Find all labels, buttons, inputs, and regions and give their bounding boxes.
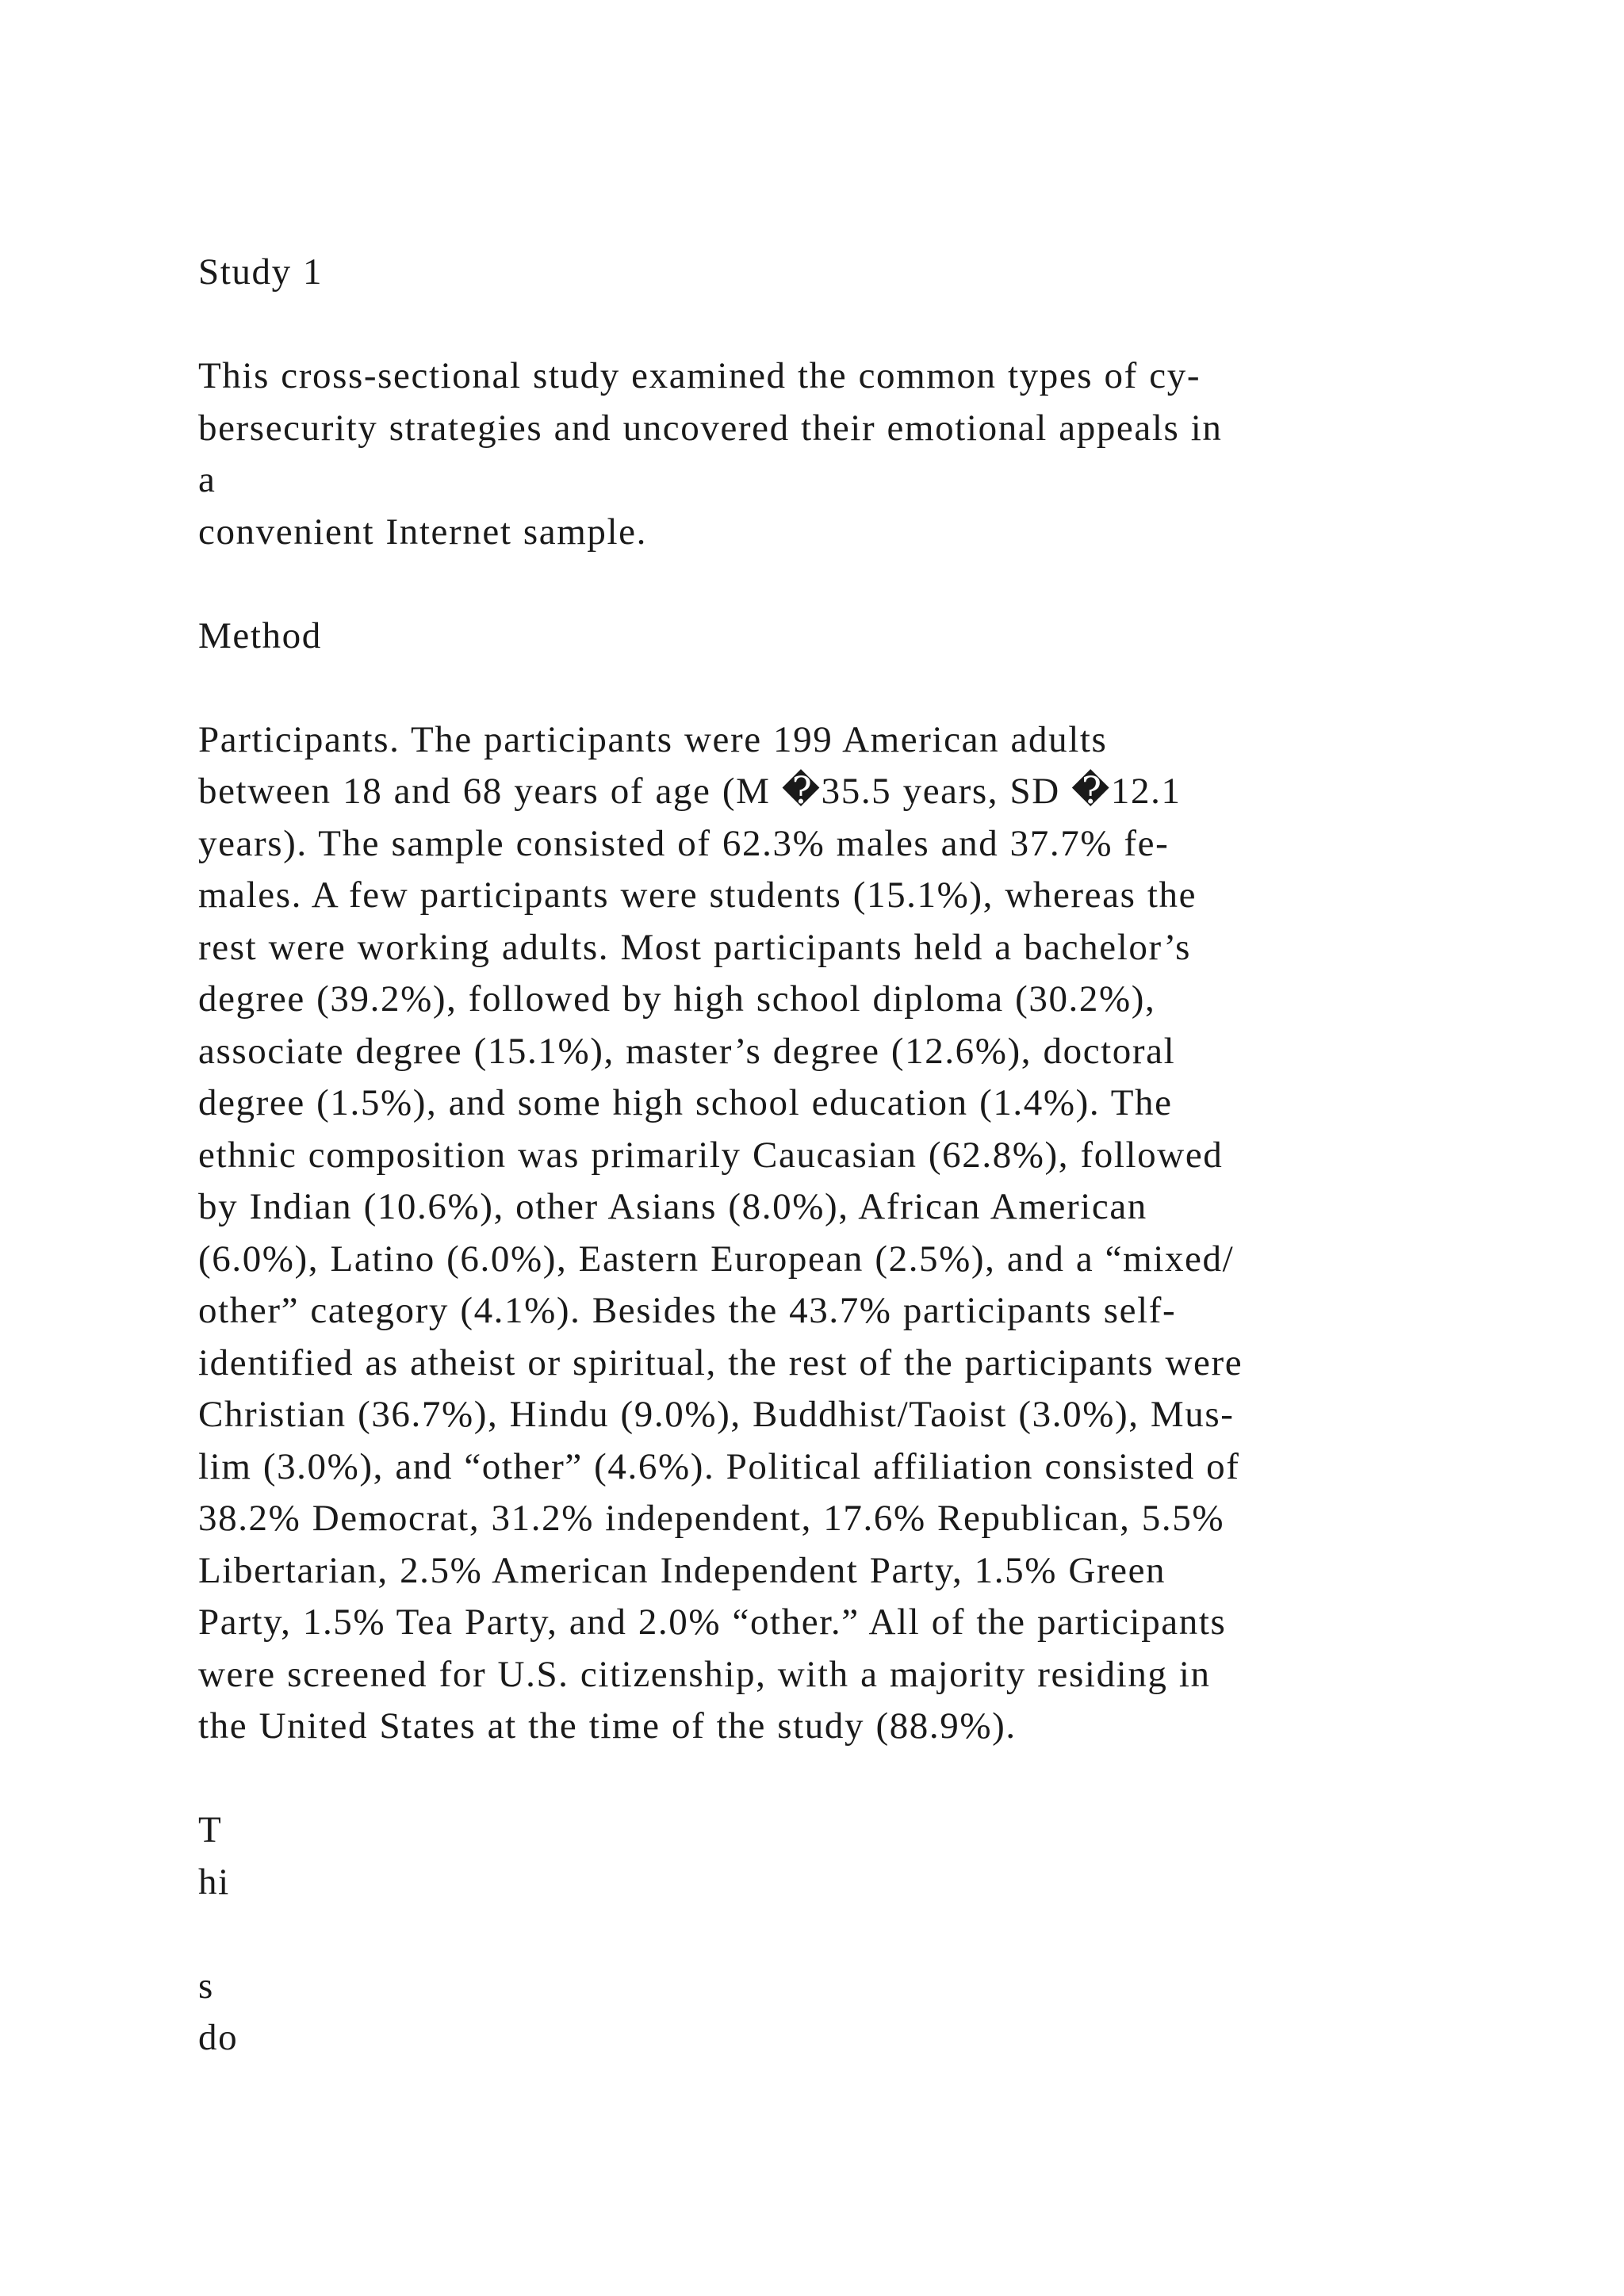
blank-line: [198, 558, 1546, 610]
fragment-block-b: [198, 1961, 1546, 2064]
participants-line: other” category (4.1%). Besides the 43.7% participants self-: [198, 1290, 1177, 1331]
participants-line: between 18 and 68 years of age (M �35.5 years, SD �12.1: [198, 771, 1182, 812]
fragment-line: hi: [198, 1861, 230, 1903]
participants-line: ethnic composition was primarily Caucasian (62.8%), followed: [198, 1134, 1224, 1176]
section-title-method: Method: [198, 614, 322, 656]
fragment-line: T: [198, 1809, 223, 1850]
participants-line: degree (39.2%), followed by high school diploma (30.2%),: [198, 978, 1156, 1020]
participants-line: Participants. The participants were 199 American adults: [198, 718, 1108, 760]
participants-line: years). The sample consisted of 62.3% males and 37.7% fe-: [198, 822, 1170, 864]
blank-line: [198, 1753, 1546, 1805]
fragment-line: do: [198, 2017, 239, 2058]
participants-line: rest were working adults. Most participants held a bachelor’s: [198, 926, 1192, 968]
document-body: [198, 247, 1546, 2064]
participants-line: by Indian (10.6%), other Asians (8.0%), African American: [198, 1186, 1147, 1227]
participants-line: 38.2% Democrat, 31.2% independent, 17.6% Republican, 5.5%: [198, 1498, 1225, 1539]
participants-line: (6.0%), Latino (6.0%), Eastern European (2.5%), and a “mixed/: [198, 1238, 1235, 1280]
intro-line: This cross-sectional study examined the common types of cy-: [198, 355, 1201, 396]
blank-line: [198, 1908, 1546, 1961]
participants-line: were screened for U.S. citizenship, with a majority residing in: [198, 1653, 1211, 1695]
participants-line: identified as atheist or spiritual, the rest of the participants were: [198, 1341, 1243, 1383]
participants-line: Christian (36.7%), Hindu (9.0%), Buddhist/Taoist (3.0%), Mus-: [198, 1394, 1235, 1435]
blank-line: [198, 299, 1546, 351]
participants-line: Party, 1.5% Tea Party, and 2.0% “other.” All of the participants: [198, 1601, 1227, 1643]
study-heading: Study 1: [198, 251, 324, 293]
participants-line: degree (1.5%), and some high school education (1.4%). The: [198, 1082, 1173, 1123]
participants-line: Libertarian, 2.5% American Independent Party, 1.5% Green: [198, 1549, 1166, 1591]
intro-line: convenient Internet sample.: [198, 511, 647, 553]
intro-paragraph: [198, 350, 1546, 558]
blank-line: [198, 662, 1546, 714]
fragment-block-a: [198, 1804, 1546, 1908]
fragment-line: s: [198, 1965, 214, 2007]
intro-line: a: [198, 459, 216, 500]
participants-line: lim (3.0%), and “other” (4.6%). Political affiliation consisted of: [198, 1445, 1240, 1487]
participants-line: males. A few participants were students (15.1%), whereas the: [198, 874, 1197, 916]
participants-line: the United States at the time of the study (88.9%).: [198, 1705, 1017, 1747]
intro-line: bersecurity strategies and uncovered their emotional appeals in: [198, 407, 1223, 449]
participants-paragraph: [198, 714, 1546, 1753]
participants-line: associate degree (15.1%), master’s degree (12.6%), doctoral: [198, 1030, 1176, 1072]
